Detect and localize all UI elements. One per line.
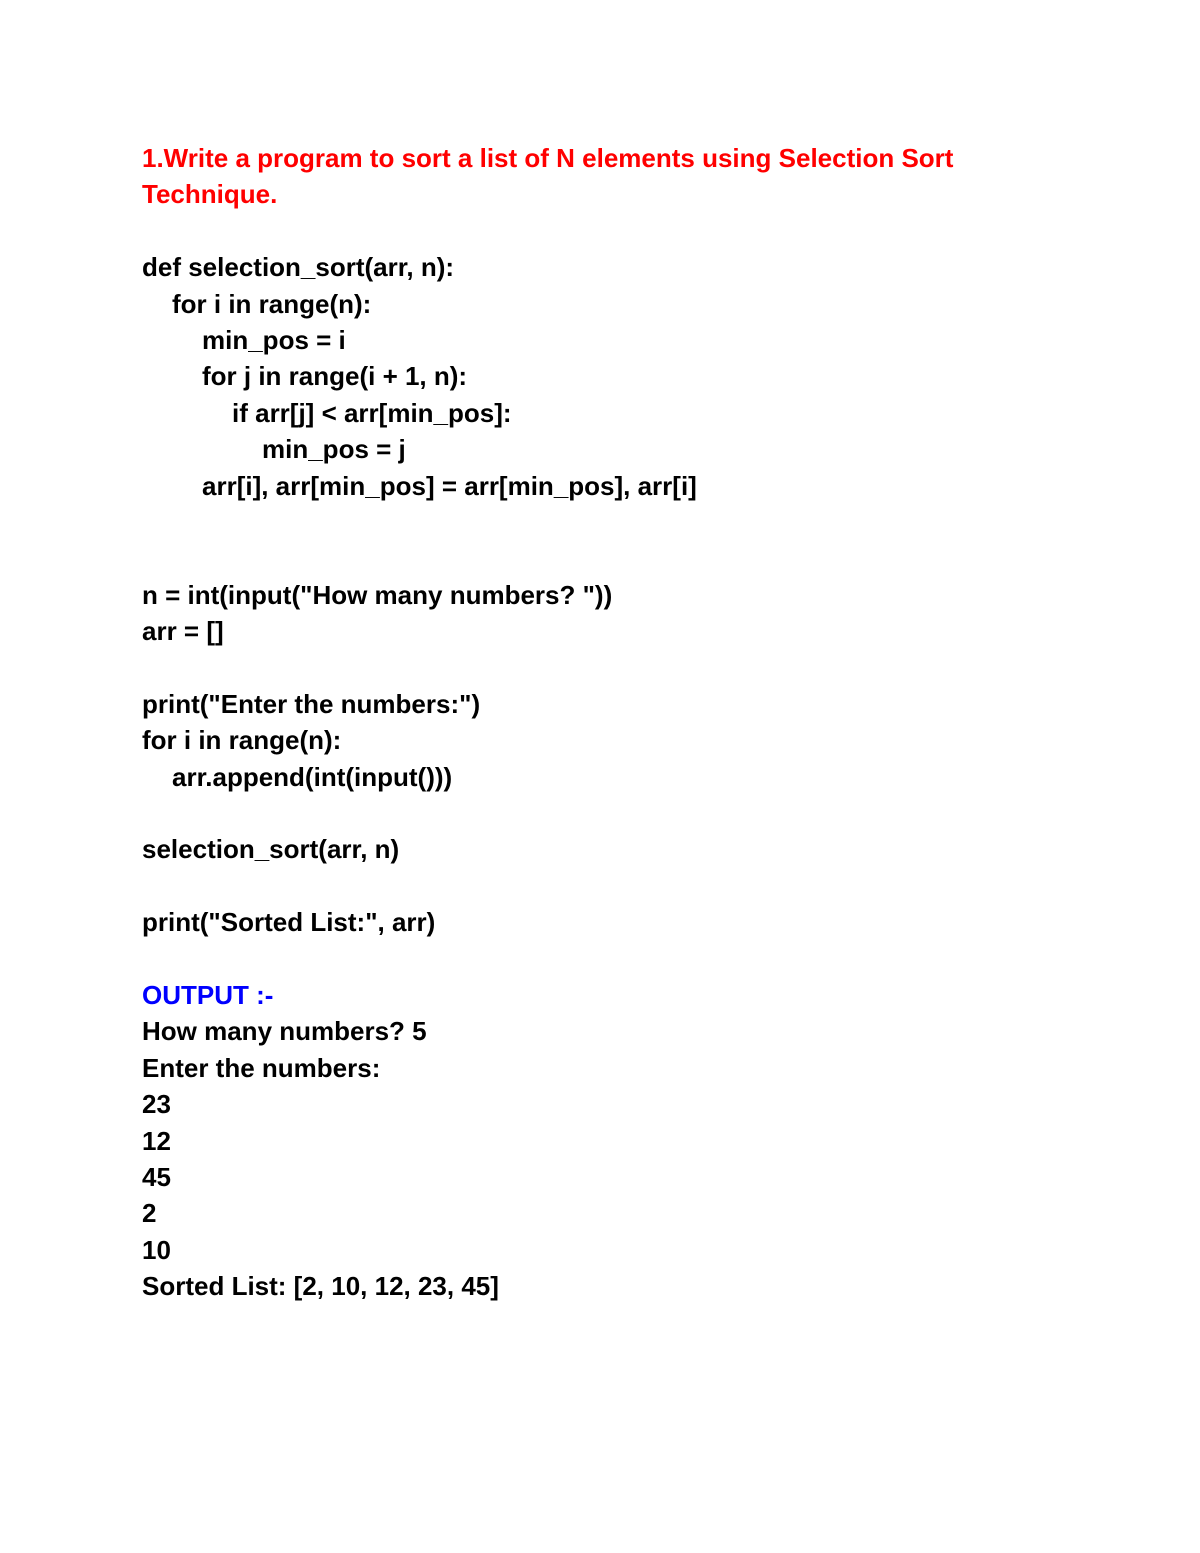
- code-n-input-line: n = int(input("How many numbers? ")): [142, 579, 613, 610]
- code-call-sort-line: selection_sort(arr, n): [142, 834, 400, 865]
- output-prompt-line: How many numbers? 5: [142, 1016, 427, 1047]
- code-for-j-line: for j in range(i + 1, n):: [202, 361, 468, 392]
- question-line-1: 1.Write a program to sort a list of N elements using Selection Sort: [142, 143, 954, 173]
- output-heading: OUTPUT :-: [142, 979, 274, 1010]
- question-line-2: Technique.: [142, 179, 278, 210]
- code-if-line: if arr[j] < arr[min_pos]:: [232, 397, 512, 428]
- spacer: [142, 649, 1042, 685]
- code-for-i-main-line: for i in range(n):: [142, 725, 342, 756]
- question-title: [142, 140, 1042, 213]
- spacer: [142, 504, 1042, 540]
- spacer: [142, 213, 1042, 249]
- code-swap-line: arr[i], arr[min_pos] = arr[min_pos], arr[i]: [202, 470, 697, 501]
- code-for-i-line: for i in range(n):: [172, 288, 372, 319]
- output-input-value: 23: [142, 1089, 171, 1120]
- output-input-value: 12: [142, 1125, 171, 1156]
- code-append-line: arr.append(int(input())): [172, 761, 453, 792]
- document-page: [142, 140, 1042, 1305]
- spacer: [142, 540, 1042, 576]
- output-input-value: 10: [142, 1234, 171, 1265]
- output-result-line: Sorted List: [2, 10, 12, 23, 45]: [142, 1271, 499, 1302]
- output-input-value: 2: [142, 1198, 157, 1229]
- output-enter-line: Enter the numbers:: [142, 1052, 381, 1083]
- spacer: [142, 941, 1042, 977]
- code-print-sorted-line: print("Sorted List:", arr): [142, 907, 436, 938]
- code-min-pos-i-line: min_pos = i: [202, 324, 346, 355]
- code-block: [142, 249, 1042, 940]
- code-print-enter-line: print("Enter the numbers:"): [142, 688, 481, 719]
- code-arr-init-line: arr = []: [142, 616, 224, 647]
- code-def-line: def selection_sort(arr, n):: [142, 252, 455, 283]
- spacer: [142, 795, 1042, 831]
- output-input-value: 45: [142, 1161, 171, 1192]
- spacer: [142, 868, 1042, 904]
- code-min-pos-j-line: min_pos = j: [262, 434, 406, 465]
- output-section: [142, 977, 1042, 1305]
